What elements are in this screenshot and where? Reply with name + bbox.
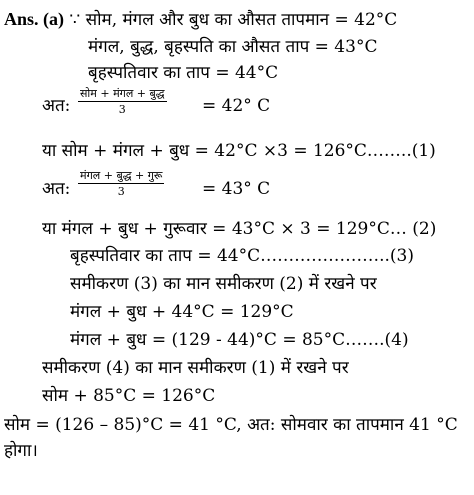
fraction-2-numerator: मंगल + बुद्ध + गुरू <box>80 169 163 182</box>
fraction-1-prefix: अत: <box>42 96 71 116</box>
equation-3: बृहस्पतिवार का ताप = 44°C…………………..(3) <box>70 246 414 266</box>
fraction-1 <box>78 87 167 118</box>
statement-average-tue-wed-thu: मंगल, बुद्ध, बृहस्पति का औसत ताप = 43°C <box>88 37 378 57</box>
fraction-1-result: = 42° C <box>202 96 271 116</box>
substituted-equation: मंगल + बुध + 44°C = 129°C <box>70 302 294 322</box>
fraction-2-prefix: अत: <box>42 179 71 199</box>
equation-1: या सोम + मंगल + बुध = 42°C ×3 = 126°C……..(1) <box>42 141 436 161</box>
substitute-3-into-2: समीकरण (3) का मान समीकरण (2) में रखने पर <box>70 274 377 294</box>
monday-equation: सोम + 85°C = 126°C <box>42 386 216 406</box>
substitute-4-into-1: समीकरण (4) का मान समीकरण (1) में रखने पर <box>42 358 349 378</box>
statement-average-mon-tue-wed: ∵ सोम, मंगल और बुध का औसत तापमान = 42°C <box>69 10 398 30</box>
conclusion-word: होगा। <box>4 441 38 461</box>
equation-4: मंगल + बुध = (129 - 44)°C = 85°C…….(4) <box>70 330 409 350</box>
fraction-1-denominator: 3 <box>118 103 126 116</box>
fraction-2-result: = 43° C <box>202 179 271 199</box>
answer-line-1 <box>4 8 397 31</box>
fraction-2-denominator: 3 <box>117 185 125 198</box>
fraction-1-numerator: सोम + मंगल + बुद्ध <box>80 87 165 100</box>
answer-label: Ans. (a) <box>4 9 65 29</box>
monday-result: सोम = (126 – 85)°C = 41 °C, अत: सोमवार का तापमान 41 °C <box>4 415 458 435</box>
statement-thursday-temp: बृहस्पतिवार का ताप = 44°C <box>88 63 279 83</box>
fraction-2 <box>78 169 164 200</box>
equation-2: या मंगल + बुध + गुरूवार = 43°C × 3 = 129°C… (2) <box>42 219 437 239</box>
